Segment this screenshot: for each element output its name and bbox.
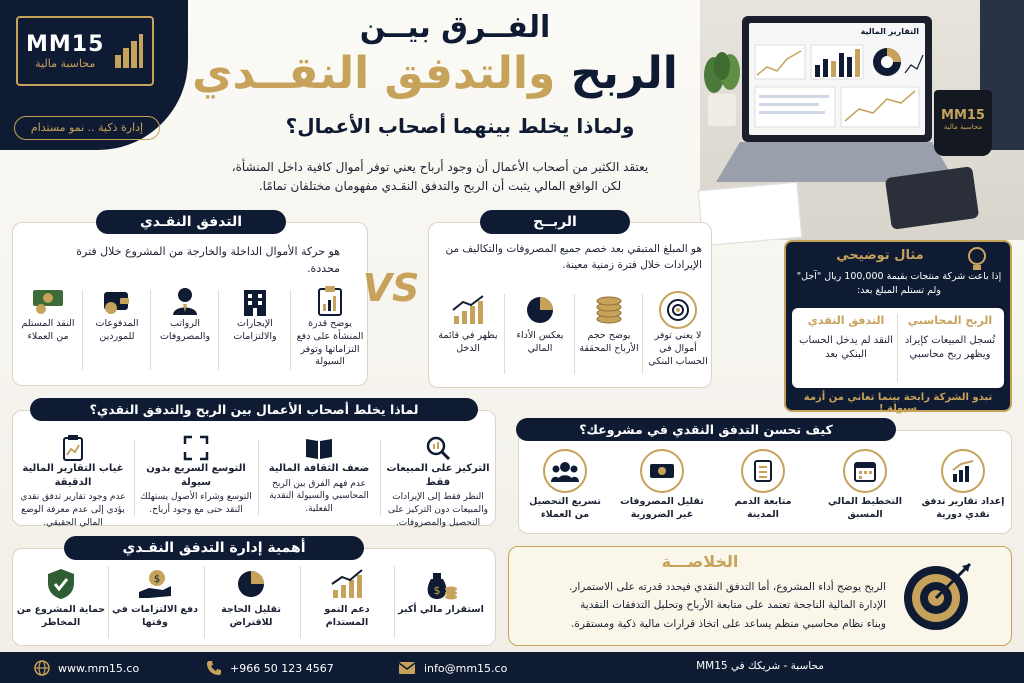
profit-item-label: يعكس الأداء المالي	[516, 330, 564, 354]
footer-slogan: محاسبة - شريكك في MM15	[696, 660, 824, 672]
vs-label: VS	[362, 266, 420, 310]
example-footer: تبدو الشركة رابحة بينما تعاني من أزمة سيولة !	[803, 392, 993, 414]
example-accounting-title: الربح المحاسبي	[907, 314, 993, 327]
example-title: مثال توضيحي	[836, 248, 924, 263]
example-accounting-text: تُسجل المبيعات كإيراد ويظهر ربح محاسبي	[904, 335, 996, 360]
improve-item-label: التخطيط المالي المسبق	[827, 496, 903, 520]
improve-item-1	[918, 446, 1008, 522]
svg-text:$: $	[153, 574, 161, 585]
footer-phone[interactable]	[206, 658, 376, 678]
search-chart-icon	[425, 435, 451, 461]
divider	[897, 314, 898, 382]
divider	[82, 290, 83, 370]
report-icon	[317, 286, 343, 316]
profit-item-1	[644, 290, 712, 368]
cashflow-item-1	[292, 284, 368, 369]
improve-item-5	[522, 446, 608, 522]
pie-icon	[524, 294, 556, 326]
footer-email-text: info@mm15.co	[424, 661, 508, 675]
intro-line1: يعتقد الكثير من أصحاب الأعمال أن وجود أرباح يعني توفر أموال كافية داخل المنشأة،	[231, 160, 649, 174]
screen-charts-icon	[749, 39, 925, 135]
shield-icon	[46, 567, 76, 601]
importance-item-label: تقليل الحاجة للاقتراض	[221, 604, 281, 628]
profit-definition: هو المبلغ المتبقي بعد خصم جميع المصروفات والتكاليف من الإيرادات خلال فترة زمنية معينة.	[445, 243, 702, 271]
profit-item-label: يظهر في قائمة الدخل	[438, 330, 498, 354]
target-icon	[666, 298, 690, 322]
divider	[134, 440, 135, 516]
divider	[574, 294, 575, 374]
example-cash-title: التدفق النقدي	[807, 314, 885, 327]
building-icon	[241, 286, 269, 316]
profit-title: الربــح	[480, 210, 630, 234]
divider	[150, 290, 151, 370]
pie-chart-icon	[235, 568, 267, 600]
confusion-item-2	[262, 434, 376, 516]
confusion-item-4	[16, 434, 130, 529]
coins-icon	[593, 295, 625, 325]
divider	[290, 290, 291, 370]
lightbulb-icon	[966, 246, 988, 272]
importance-item-1	[396, 564, 486, 617]
title-line2	[180, 48, 690, 99]
importance-item-2	[302, 564, 392, 630]
cashflow-item-label: المدفوعات للموردين	[95, 318, 139, 342]
footer-website-text: www.mm15.co	[58, 661, 140, 675]
improve-item-label: إعداد تقارير تدفق نقدي دورية	[921, 496, 1005, 520]
importance-item-label: دفع الالتزامات في وقتها	[112, 604, 198, 628]
hand-coin-icon	[137, 568, 173, 600]
book-icon	[304, 436, 334, 460]
divider	[204, 566, 205, 638]
mug-sub: محاسبة مالية	[943, 123, 983, 131]
logo-subtitle: محاسبة مالية	[35, 57, 96, 70]
divider	[394, 566, 395, 638]
confusion-item-text: عدم وجود تقارير تدفق نقدي يؤدي إلى عدم معرفة الوضع المالي الحقيقي.	[20, 492, 126, 528]
conclusion-line3: وبناء نظام محاسبي منظم يساعد على اتخاذ قرارات مالية ذكية ومستقرة.	[571, 617, 886, 630]
header-subtitle: ولماذا يخلط بينهما أصحاب الأعمال؟	[285, 114, 635, 138]
mug	[934, 90, 992, 156]
mug-text: MM15	[941, 108, 985, 123]
title-profit: الربح	[570, 48, 678, 99]
phone-icon	[206, 660, 222, 676]
growth-chart-icon	[330, 568, 364, 600]
divider	[258, 440, 259, 516]
confusion-item-title: غياب التقارير المالية الدقيقة	[22, 463, 124, 488]
money-icon	[649, 462, 675, 480]
importance-title: أهمية إدارة التدفق النقـدي	[64, 536, 364, 560]
improve-title: كيف تحسن التدفق النقدي في مشروعك؟	[516, 418, 896, 441]
confusion-item-1	[384, 434, 492, 529]
improve-item-2	[820, 446, 910, 522]
clipboard-chart-icon	[62, 435, 84, 461]
divider	[108, 566, 109, 638]
footer-phone-text: +966 50 123 4567	[230, 661, 334, 675]
title-cashflow: والتدفق النقــدي	[192, 48, 556, 99]
example-cash-text: النقد لم يدخل الحساب البنكي بعد	[799, 335, 893, 360]
profit-item-label: يوضح حجم الأرباح المحققة	[579, 330, 639, 354]
conclusion-line1: الربح يوضح أداء المشروع، أما التدفق النقدي فيحدد قدرته على الاستمرار.	[568, 581, 886, 593]
title-line1: الفــرق بيــن	[359, 10, 551, 45]
confusion-item-title: ضعف الثقافة المالية	[268, 463, 370, 474]
importance-item-label: دعم النمو المستدام	[324, 604, 370, 628]
divider	[218, 290, 219, 370]
confusion-item-text: التوسع وشراء الأصول يستهلك النقد حتى مع وجود أرباح.	[140, 492, 252, 515]
growth-icon	[451, 294, 485, 326]
logo-bars-icon	[114, 33, 144, 69]
calendar-icon	[853, 459, 877, 483]
wallet-icon	[102, 287, 132, 315]
importance-item-4	[110, 564, 200, 630]
divider	[300, 566, 301, 638]
laptop-screen	[742, 16, 932, 142]
intro-line2: لكن الواقع المالي يثبت أن الربح والتدفق النقـدي مفهومان مختلفان تمامًا.	[258, 179, 622, 194]
importance-item-3	[206, 564, 296, 630]
divider	[642, 294, 643, 374]
footer-website[interactable]	[34, 658, 184, 678]
importance-item-label: حماية المشروع من المخاطر	[16, 604, 106, 628]
group-icon	[551, 460, 579, 482]
divider	[380, 440, 381, 516]
mail-icon	[398, 661, 416, 675]
example-text: إذا باعت شركة منتجات بقيمة 100,000 ريال "آجل" ولم تستلم المبلغ بعد:	[796, 271, 1002, 297]
logo-box	[16, 16, 154, 86]
documents	[698, 182, 803, 247]
money-bag-icon	[423, 567, 459, 601]
plant-icon	[700, 50, 744, 130]
logo-mark: MM15	[26, 32, 105, 57]
importance-item-label: استقرار مالي أكبر	[398, 604, 484, 615]
globe-icon	[34, 660, 50, 676]
profit-item-4	[432, 290, 504, 356]
cashflow-item-label: الإيجارات والالتزامات	[233, 318, 277, 342]
logo-tagline: إدارة ذكية .. نمو مستدام	[14, 116, 160, 140]
cashflow-item-label: الرواتب والمصروفات	[159, 318, 211, 342]
profit-item-2	[576, 290, 642, 356]
conclusion-title: الخلاصـــة	[661, 552, 739, 571]
screen-title: التقارير المالية	[860, 27, 919, 36]
cashflow-title: التدفق النقـدي	[96, 210, 286, 234]
svg-text:$: $	[433, 584, 441, 597]
confusion-item-title: التركيز على المبيعات فقط	[386, 463, 490, 488]
cashflow-item-2	[220, 284, 290, 344]
cash-icon	[31, 287, 65, 315]
profit-item-label: لا يعني توفر أموال في الحساب البنكي	[648, 330, 708, 367]
header-intro	[190, 158, 690, 196]
improve-item-3	[718, 446, 808, 522]
conclusion-text	[516, 578, 886, 633]
footer-email[interactable]	[398, 658, 558, 678]
expand-icon	[183, 435, 209, 461]
target-arrow-icon	[900, 556, 980, 636]
improve-item-4	[616, 446, 708, 522]
confusion-item-3	[138, 434, 254, 517]
employee-icon	[170, 286, 200, 316]
importance-item-5	[16, 564, 106, 630]
confusion-item-title: التوسع السريع بدون سيولة	[146, 463, 246, 488]
checklist-icon	[753, 459, 773, 483]
cashflow-item-label: النقد المستلم من العملاء	[21, 318, 75, 342]
bar-chart-icon	[951, 460, 975, 482]
conclusion-line2: الإدارة المالية الناجحة تعتمد على متابعة الأرباح وتحليل التدفقات النقدية	[580, 599, 886, 612]
cashflow-definition: هو حركة الأموال الداخلة والخارجة من المشروع خلال فترة محددة.	[76, 245, 340, 275]
improve-item-label: تقليل المصروفات غير الضرورية	[620, 496, 704, 520]
improve-item-label: متابعة الذمم المدينة	[734, 496, 792, 520]
confusion-title: لماذا يخلط أصحاب الأعمال بين الربح والتدفق النقدي؟	[30, 398, 478, 421]
cashflow-item-4	[84, 284, 150, 344]
profit-item-3	[506, 290, 574, 356]
cashflow-item-label: يوضح قدرة المنشأة على دفع التزاماتها وتوفر السيولة	[296, 318, 364, 368]
confusion-item-text: النظر فقط إلى الإيرادات والمبيعات دون التركيز على التحصيل والمصروفات.	[387, 492, 489, 528]
cashflow-item-3	[152, 284, 218, 344]
confusion-item-text: عدم فهم الفرق بين الربح المحاسبي والسيولة النقدية الفعلية.	[269, 478, 369, 515]
cashflow-item-5	[14, 284, 82, 344]
improve-item-label: تسريع التحصيل من العملاء	[529, 496, 601, 520]
divider	[504, 294, 505, 374]
